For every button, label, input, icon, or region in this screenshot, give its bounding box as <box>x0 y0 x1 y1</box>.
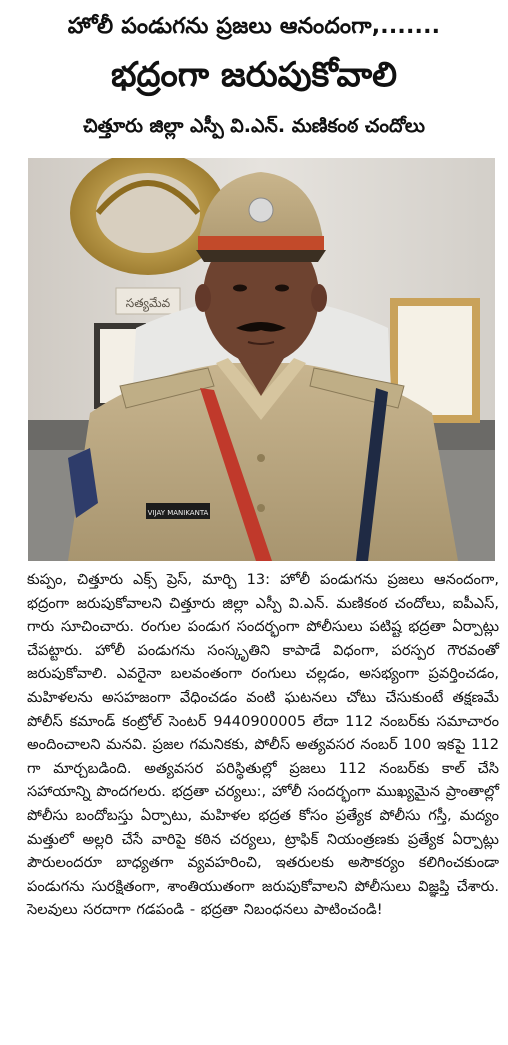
article-kicker: హోలీ పండుగను ప్రజలు ఆనందంగా,....... <box>67 14 441 39</box>
article-byline: చిత్తూరు జిల్లా ఎస్పీ వి.ఎన్. మణికంఠ చందోలు <box>83 115 425 137</box>
article-headline: భద్రంగా జరుపుకోవాలి <box>110 55 398 95</box>
officer-portrait-illustration <box>28 158 495 561</box>
wall-plaque-text: సత్యమేవ <box>125 296 171 310</box>
article-body: కుప్పం, చిత్తూరు ఎక్స్ ప్రెస్, మార్చి 13: హోలీ పండుగను ప్రజలు ఆనందంగా, భద్రంగా జరుపుకోవాలని చిత్తూరు జిల్లా ఎస్పీ వి.ఎన్. మణికంఠ చందోలు, ఐపీఎస్, గారు సూచించారు. రంగుల పండుగ సందర్భంగా పోలీసులు పటిష్ట భద్రతా ఏర్పాట్లు చేపట్టారు. హోలీ పండుగను సంస్కృతిని కాపాడే విధంగా, పరస్పర గౌరవంతో జరుపుకోవాలి. ఎవరైనా బలవంతంగా రంగులు చల్లడం, అసభ్యంగా ప్రవర్తించడం, మహిళలను అసహజంగా వేధించడం వంటి ఘటనలు చోటు చేసుకుంటే తక్షణమే పోలీస్ కమాండ్ కంట్రోల్ సెంటర్ 9440900005 లేదా 112 నంబర్‌కు సమాచారం అందించాలని మనవి. ప్రజల గమనికకు, పోలీస్ అత్యవసర నంబర్ 100 ఇకపై 112 గా మార్చబడింది. అత్యవసర పరిస్థితుల్లో ప్రజలు 112 నంబర్‌కు కాల్ చేసి సహాయాన్ని పొందగలరు. భద్రతా చర్యలు:, హోలీ సందర్భంగా ముఖ్యమైన ప్రాంతాల్లో పోలీసు బందోబస్తు ఏర్పాటు, మహిళల భద్రత కోసం ప్రత్యేక పోలీసు గస్తీ, మద్యం మత్తులో అల్లరి చేసే వారిపై కఠిన చర్యలు, ట్రాఫిక్ నియంత్రణకు ప్రత్యేక ఏర్పాట్లు పౌరులందరూ బాధ్యతగా వ్యవహరించి, ఇతరులకు అసౌకర్యం కలిగించకుండా పండుగను సురక్షితంగా, శాంతియుతంగా జరుపుకోవాలని పోలీసులు విజ్ఞప్తి చేశారు. సెలవులు సరదాగా గడపండి - భద్రతా నిబంధనలు పాటించండి! <box>27 571 499 919</box>
officer-photo <box>28 158 495 561</box>
name-tag-text: VIJAY MANIKANTA <box>147 509 209 517</box>
